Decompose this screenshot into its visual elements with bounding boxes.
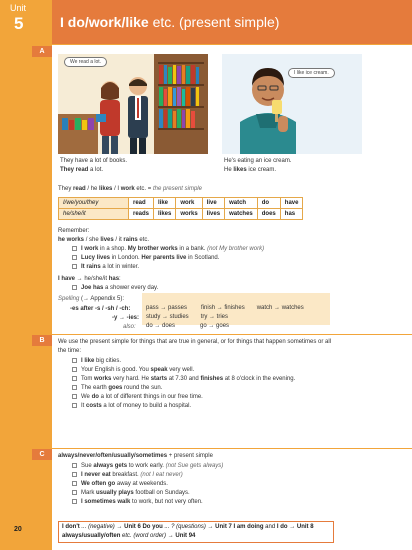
unit-7-link[interactable]: → Unit 7 bbox=[207, 524, 232, 530]
page-title: I do/work/like etc. (present simple) bbox=[60, 14, 280, 30]
table-row bbox=[59, 209, 303, 220]
example-line: We often go away at weekends. bbox=[72, 480, 168, 489]
verb-cell: reads bbox=[129, 209, 154, 220]
side-bar bbox=[0, 0, 52, 550]
checkbox-icon bbox=[72, 394, 77, 399]
section-c-heading: always/never/often/usually/sometimes + present simple bbox=[58, 453, 213, 459]
verb-cell: lives bbox=[202, 209, 224, 220]
example-line: I work in a shop. My brother works in a bank. (not My brother work) bbox=[72, 245, 264, 254]
remember-line: he works / she lives / it rains etc. bbox=[58, 237, 150, 243]
section-b-intro: the time: bbox=[58, 348, 82, 354]
conjugation-table bbox=[58, 197, 303, 220]
present-simple-intro: They read / he likes / I work etc. = the present simple bbox=[58, 186, 202, 192]
example-line: We do a lot of different things in our free time. bbox=[72, 393, 203, 402]
verb-cell: work bbox=[176, 198, 202, 209]
section-rule-b bbox=[52, 334, 412, 335]
example-line: It costs a lot of money to build a hospital. bbox=[72, 402, 191, 411]
table-row bbox=[59, 198, 303, 209]
checkbox-icon bbox=[72, 376, 77, 381]
page-number: 20 bbox=[14, 526, 22, 533]
left-caption: They have a lot of books. They read a lot. bbox=[60, 158, 128, 173]
example-line: Mark usually plays football on Sundays. bbox=[72, 489, 190, 498]
checkbox-icon bbox=[72, 499, 77, 504]
verb-cell: watch bbox=[225, 198, 258, 209]
example-line: Joe has a shower every day. bbox=[72, 284, 158, 293]
illustration-ice-cream bbox=[222, 54, 362, 154]
verb-cell: have bbox=[280, 198, 303, 209]
cross-reference-box bbox=[58, 521, 334, 543]
example-line: It rains a lot in winter. bbox=[72, 263, 139, 272]
example-line: Sue always gets to work early. (not Sue gets always) bbox=[72, 462, 223, 471]
verb-cell: read bbox=[129, 198, 154, 209]
checkbox-icon bbox=[72, 481, 77, 486]
illustration-library bbox=[58, 54, 208, 154]
checkbox-icon bbox=[72, 472, 77, 477]
spelling-pairs: do → does go → goes bbox=[146, 323, 230, 329]
section-tab-c: C bbox=[32, 449, 52, 460]
left-speech-bubble: We read a lot. bbox=[64, 57, 107, 67]
example-line: Tom works very hard. He starts at 7.30 and finishes at 8 o'clock in the evening. bbox=[72, 375, 295, 384]
verb-cell: works bbox=[176, 209, 202, 220]
example-line: I never eat breakfast. (not I eat never) bbox=[72, 471, 183, 480]
spelling-rule: -y → -ies: bbox=[112, 315, 140, 321]
section-rule-a bbox=[52, 44, 412, 45]
right-speech-bubble: I like ice cream. bbox=[288, 68, 335, 78]
example-line: Your English is good. You speak very well. bbox=[72, 366, 194, 375]
section-b-intro: We use the present simple for things that are true in general, or for things that happen sometimes or all bbox=[58, 339, 332, 345]
checkbox-icon bbox=[72, 255, 77, 260]
checkbox-icon bbox=[72, 463, 77, 468]
checkbox-icon bbox=[72, 367, 77, 372]
cross-reference-line: always/usually/often etc. (word order) → Unit 94 bbox=[62, 533, 196, 539]
library-scene-image bbox=[58, 54, 208, 154]
unit-number: 5 bbox=[14, 14, 24, 33]
checkbox-icon bbox=[72, 358, 77, 363]
subject-cell: I/we/you/they bbox=[59, 198, 129, 209]
checkbox-icon bbox=[72, 403, 77, 408]
spelling-rule: -es after -s / -sh / -ch: bbox=[70, 306, 131, 312]
spelling-rule: also: bbox=[123, 324, 136, 330]
have-has-line: I have → he/she/it has: bbox=[58, 276, 121, 282]
spelling-pairs: pass → passes finish → finishes watch → watches bbox=[146, 305, 304, 311]
verb-cell: like bbox=[154, 198, 176, 209]
unit-8-link[interactable]: → Unit 8 bbox=[287, 524, 314, 530]
section-rule-c bbox=[52, 448, 412, 449]
spelling-heading: Spelling (→ Appendix 5): bbox=[58, 296, 125, 302]
section-tab-a: A bbox=[32, 46, 52, 57]
verb-cell: do bbox=[257, 198, 280, 209]
remember-label: Remember: bbox=[58, 228, 90, 234]
verb-cell: does bbox=[257, 209, 280, 220]
verb-cell: live bbox=[202, 198, 224, 209]
verb-cell: has bbox=[280, 209, 303, 220]
spelling-pairs: study → studies try → tries bbox=[146, 314, 229, 320]
unit-94-link[interactable]: → Unit 94 bbox=[167, 533, 196, 539]
checkbox-icon bbox=[72, 490, 77, 495]
unit-6-link[interactable]: → Unit 6 bbox=[116, 524, 141, 530]
subject-cell: he/she/it bbox=[59, 209, 129, 220]
right-caption: He's eating an ice cream. He likes ice cream. bbox=[224, 158, 292, 173]
example-line: I like big cities. bbox=[72, 357, 121, 366]
checkbox-icon bbox=[72, 385, 77, 390]
unit-label: Unit bbox=[10, 3, 27, 13]
page-header bbox=[52, 0, 412, 44]
checkbox-icon bbox=[72, 246, 77, 251]
cross-reference-line: I don't ... (negative) → Unit 6 Do you ... ? (questions) → Unit 7 I am doing and I do → Unit 8 bbox=[62, 524, 314, 530]
checkbox-icon bbox=[72, 285, 77, 290]
section-tab-b: B bbox=[32, 335, 52, 346]
verb-cell: watches bbox=[225, 209, 258, 220]
example-line: I sometimes walk to work, but not very often. bbox=[72, 498, 203, 507]
checkbox-icon bbox=[72, 264, 77, 269]
example-line: The earth goes round the sun. bbox=[72, 384, 162, 393]
example-line: Lucy lives in London. Her parents live in Scotland. bbox=[72, 254, 219, 263]
verb-cell: likes bbox=[154, 209, 176, 220]
